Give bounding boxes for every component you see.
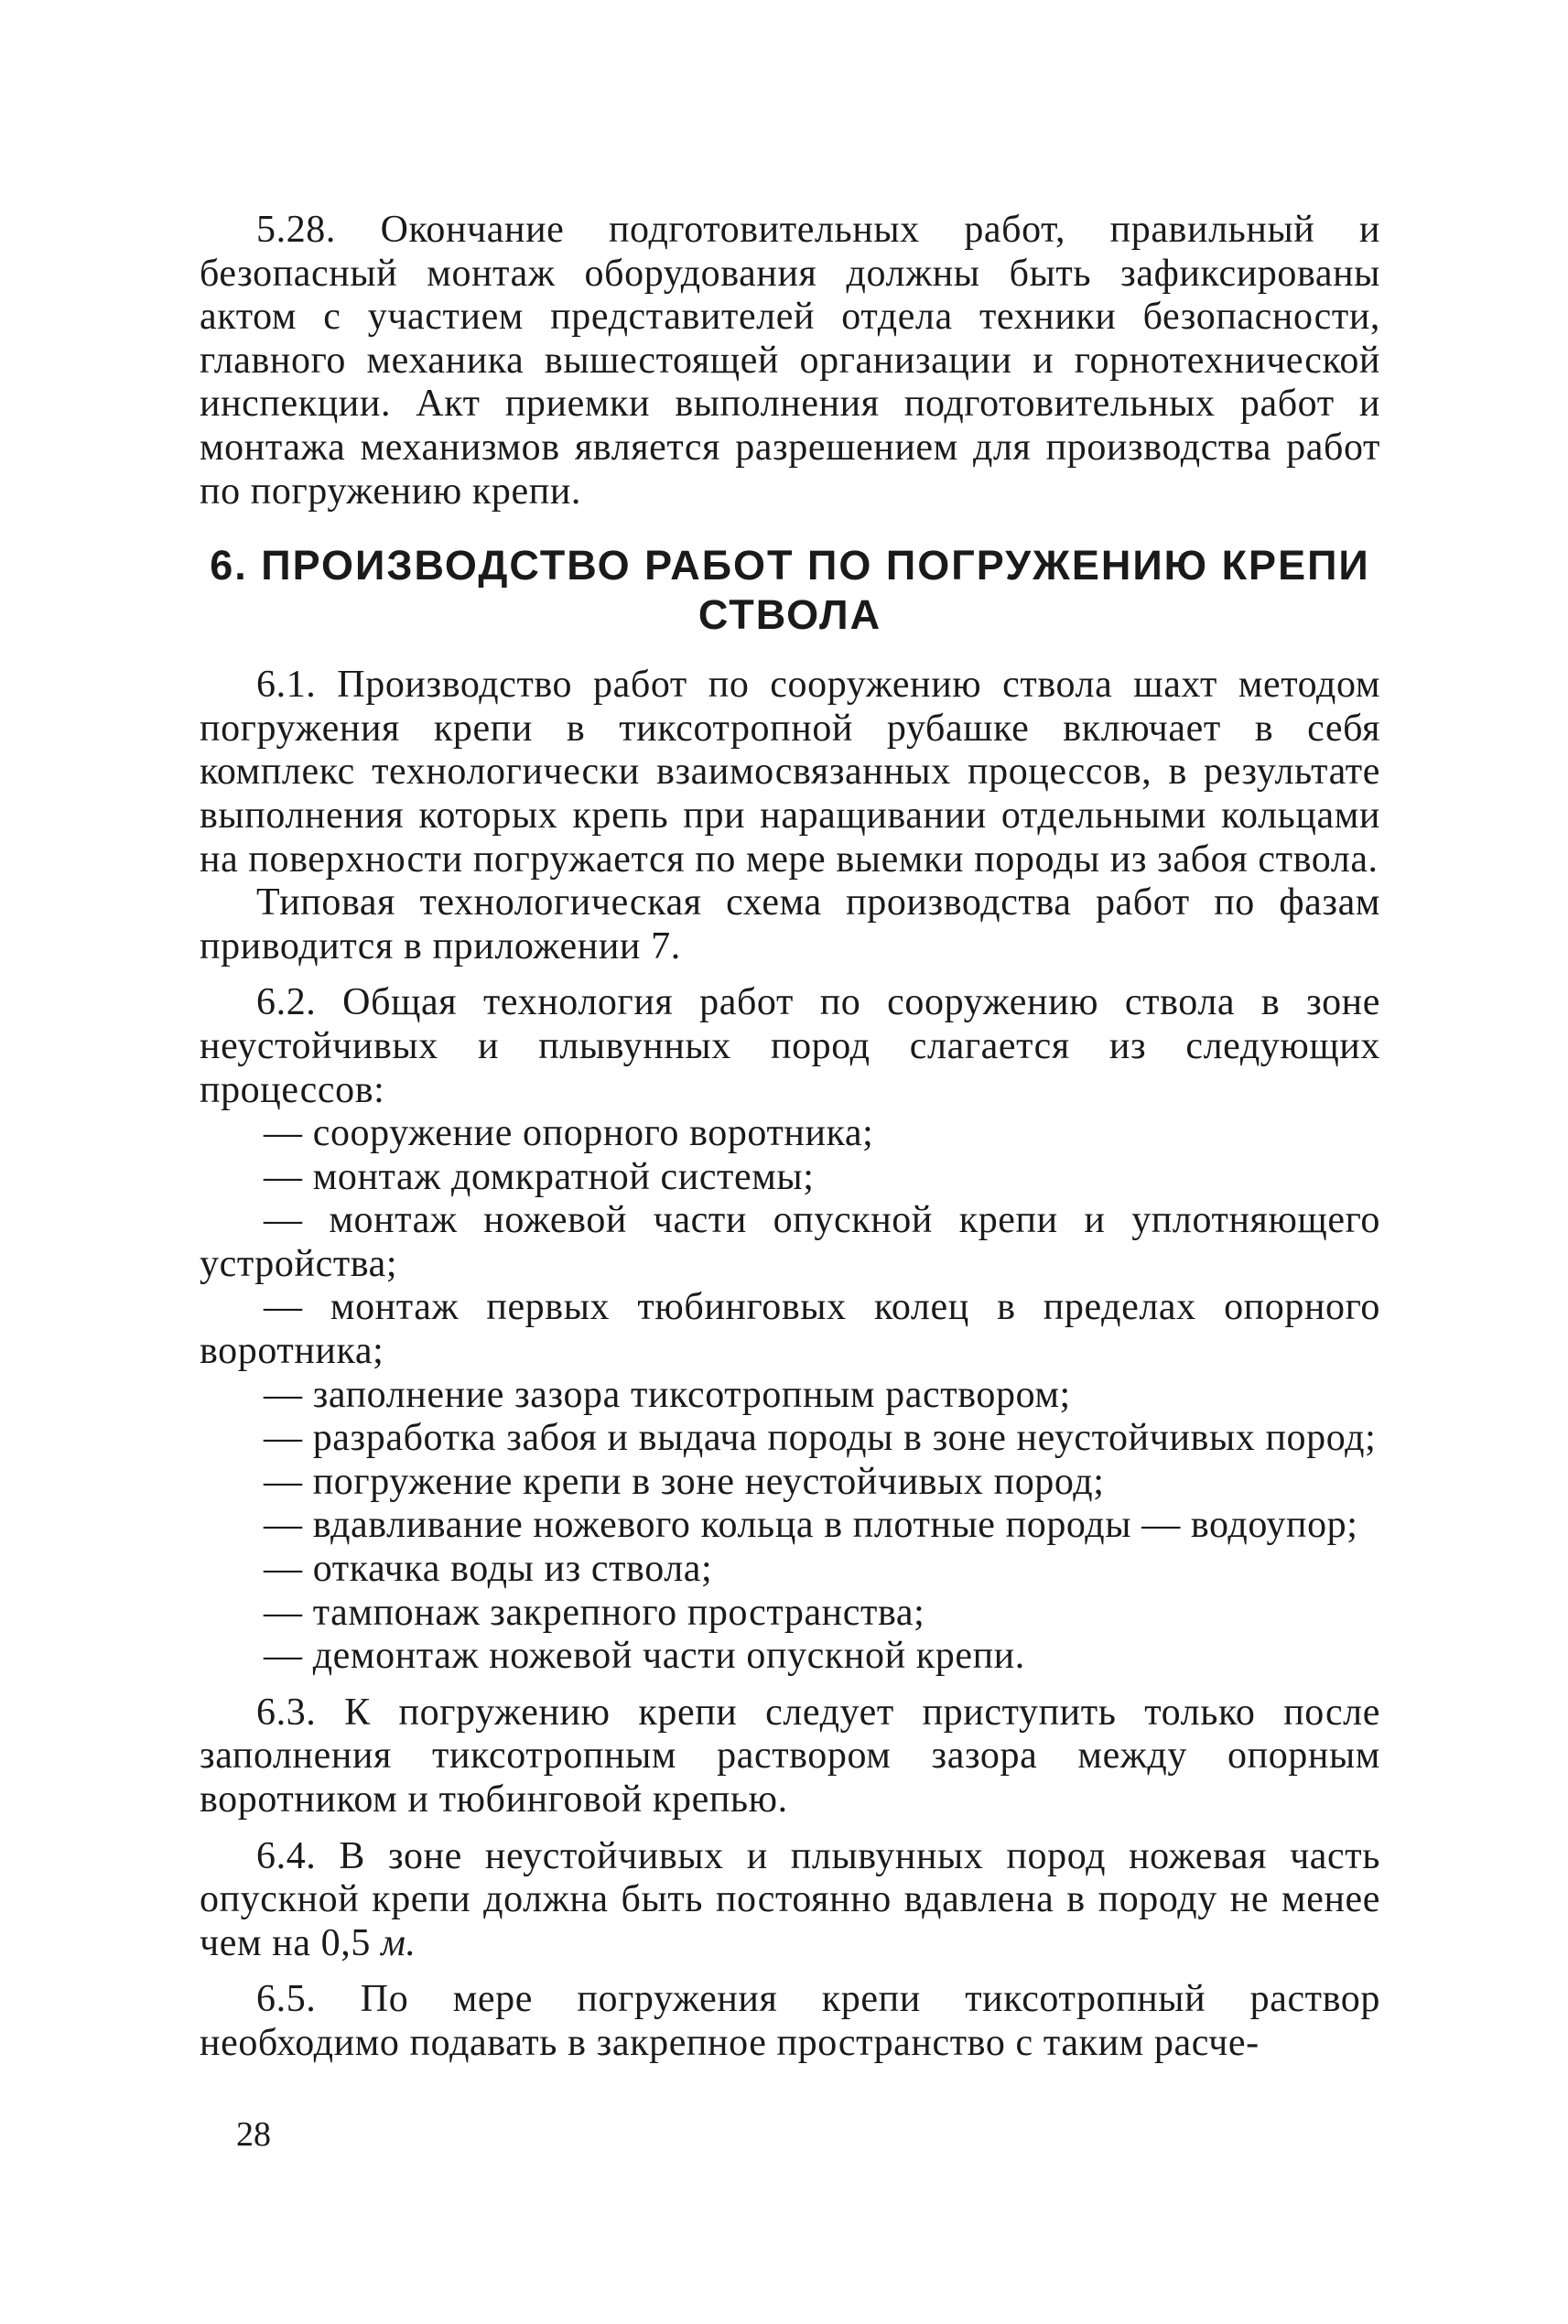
list-item: — монтаж первых тюбинговых колец в пределах опорного воротника; [200,1286,1380,1373]
list-item: — вдавливание ножевого кольца в плотные породы — водоупор; [264,1504,1358,1547]
page-body [200,209,1380,2066]
paragraph-6-5: 6.5. По мере погружения крепи тиксотропный раствор необходимо подавать в закрепное пространство с таким расче- [200,1978,1380,2064]
list-item: — монтаж ножевой части опускной крепи и уплотняющего устройства; [200,1199,1380,1285]
paragraph-5-28: 5.28. Окончание подготовительных работ, правильный и безопасный монтаж оборудования должны быть зафиксированы актом с участием представителей отдела техники безопасности, главного механика вышестоящей организации и горнотехнической инспекции. Акт приемки выполнения подготовительных работ и монтажа механизмов является разрешением для производства работ по погружению крепи. [200,209,1380,513]
paragraph-6-4 [200,1835,1380,1966]
section-heading: 6. ПРОИЗВОДСТВО РАБОТ ПО ПОГРУЖЕНИЮ КРЕПИ СТВОЛА [210,542,1370,639]
process-list [200,1112,1380,1679]
list-item: — тампонаж закрепного пространства; [264,1591,925,1634]
list-item: — разработка забоя и выдача породы в зоне неустойчивых пород; [264,1417,1377,1460]
list-item: — погружение крепи в зоне неустойчивых пород; [264,1460,1105,1503]
paragraph-6-1: 6.1. Производство работ по сооружению ствола шахт методом погружения крепи в тиксотропной рубашке включает в себя комплекс технологически взаимосвязанных процессов, в результате выполнения которых крепь при наращивании отдельными кольцами на поверхности погружается по мере выемки породы из забоя ствола. [200,664,1380,881]
unit-label: м. [381,1921,416,1964]
paragraph-6-1-continued: Типовая технологическая схема производства работ по фазам приводится в приложении 7. [200,881,1380,967]
paragraph-6-2: 6.2. Общая технология работ по сооружению ствола в зоне неустойчивых и плывунных пород слагается из следующих процессов: [200,981,1380,1111]
list-item: — сооружение опорного воротника; [264,1112,874,1155]
list-item: — заполнение зазора тиксотропным раствором; [264,1373,1071,1416]
list-item: — откачка воды из ствола; [264,1548,713,1591]
paragraph-6-3: 6.3. К погружению крепи следует приступить только после заполнения тиксотропным раствором зазора между опорным воротником и тюбинговой крепью. [200,1691,1380,1821]
page-number: 28 [236,2115,271,2154]
list-item: — монтаж домкратной системы; [264,1155,815,1198]
list-item: — демонтаж ножевой части опускной крепи. [264,1635,1025,1678]
paragraph-6-4-text: 6.4. В зоне неустойчивых и плывунных пород ножевая часть опускной крепи должна быть постоянно вдавлена в породу не менее чем на 0,5 [200,1834,1380,1964]
